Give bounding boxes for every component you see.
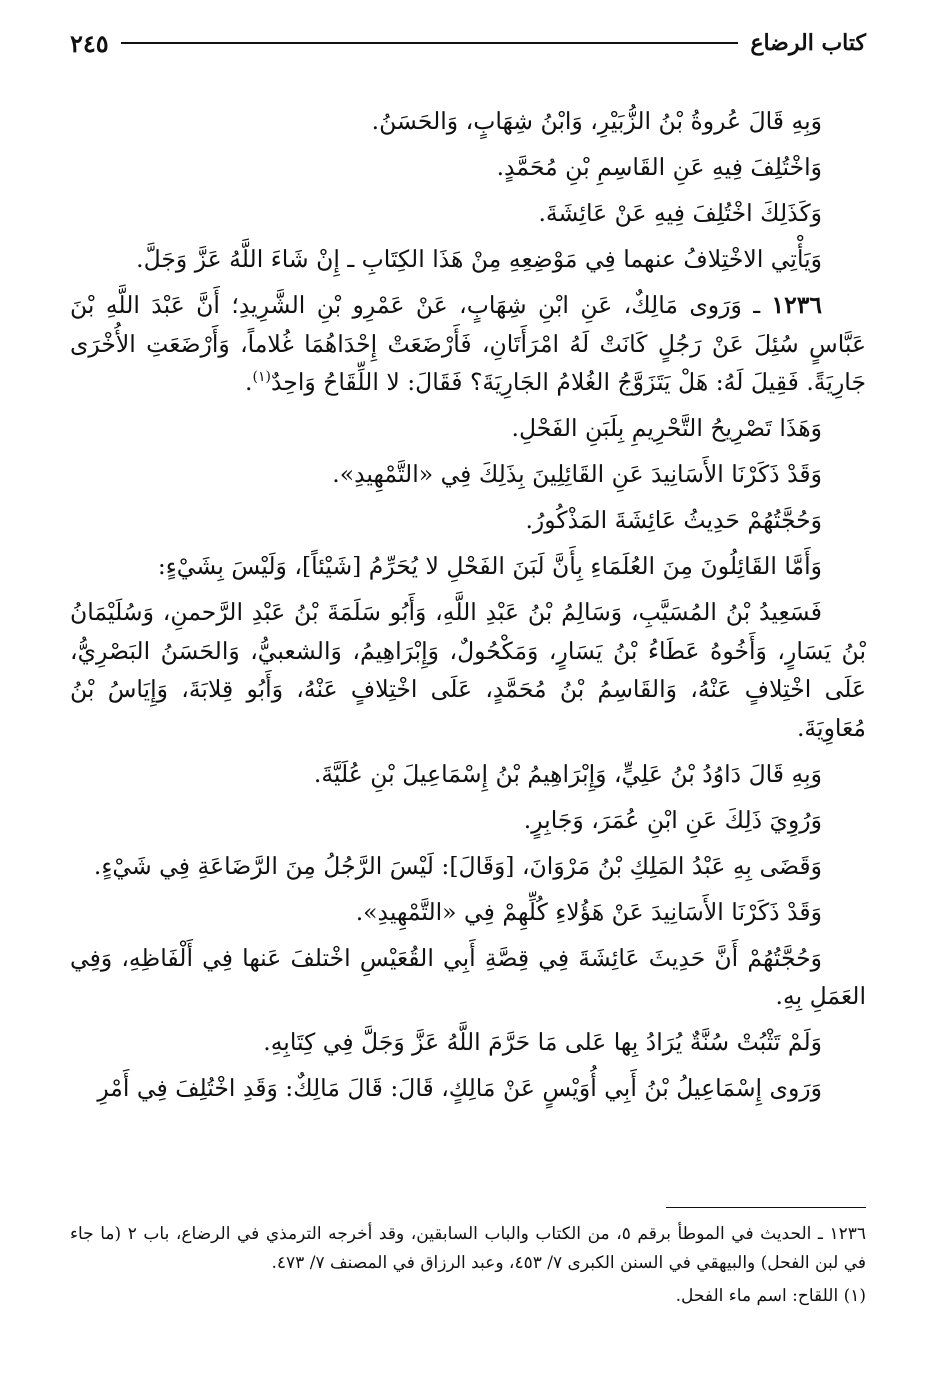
page-header xyxy=(70,20,866,66)
paragraph: وَرَوى إِسْمَاعِيلُ بْنُ أَبِي أُوَيْسٍ عَنْ مَالِكٍ، قَالَ: قَالَ مَالِكٌ: وَقَدِ اخْتُلِفَ فِي أَمْرِ xyxy=(97,1074,822,1102)
footnote-marker: (١) xyxy=(252,369,271,386)
paragraph: وَلَمْ تَثْبُتْ سُنَّةٌ يُرَادُ بِها عَلى مَا حَرَّمَ اللَّهُ عَزَّ وَجَلَّ فِي كِتَابِهِ. xyxy=(263,1028,822,1056)
paragraph: وَأَمَّا القَائِلُونَ مِنَ العُلَمَاءِ بِأَنَّ لَبَنَ الفَحْلِ لا يُحَرِّمُ [شَيْئاً]، وَلَيْسَ بِشَيْءٍ: xyxy=(157,552,822,580)
paragraph: فَسَعِيدُ بْنُ المُسَيَّبِ، وَسَالِمُ بْنُ عَبْدِ اللَّهِ، وَأَبُو سَلَمَةَ بْنُ عَبْدِ الرَّحمنِ، وَسُلَيْمَانُ بْنُ يَسَارٍ، وَأَخُوهُ عَطَاءُ بْنُ يَسَارٍ، وَمَكْحُولٌ، وَإِبْرَاهِيمُ، وَالشعبيُّ، وَالحَسَنُ البَصْرِيُّ، عَلَى اخْتِلافٍ عَنْهُ، وَالقَاسِمُ بْنُ مُحَمَّدٍ، عَلَى اخْتِلافٍ عَنْهُ، وَأَبُو قِلابَةَ، وَإِيَاسُ بْنُ مُعَاوِيَةَ. xyxy=(70,598,866,742)
paragraph: وَبِهِ قَالَ عُروةُ بْنُ الزُّبَيْرِ، وَابْنُ شِهَابٍ، وَالحَسَنُ. xyxy=(371,107,822,135)
footnote: ١٢٣٦ ـ الحديث في الموطأ برقم ٥، من الكتاب والباب السابقين، وقد أخرجه الترمذي في الرضاع، باب ٢ (ما جاء في لبن الفحل) والبيهقي في السنن الكبرى ٧/ ٤٥٣، وعبد الرزاق في المصنف ٧/ ٤٧٣. xyxy=(70,1224,866,1273)
paragraph: وَقَدْ ذَكَرْنَا الأَسَانِيدَ عَنِ القَائِلِينَ بِذَلِكَ فِي «التَّمْهِيدِ». xyxy=(332,460,822,488)
header-rule xyxy=(121,42,739,44)
paragraph: وَكَذَلِكَ اخْتُلِفَ فِيهِ عَنْ عَائِشَةَ. xyxy=(538,199,822,227)
main-text xyxy=(70,102,866,1108)
paragraph: وَهَذَا تَصْرِيحُ التَّحْرِيمِ بِلَبَنِ الفَحْلِ. xyxy=(511,414,822,442)
paragraph: وَرُوِيَ ذَلِكَ عَنِ ابْنِ عُمَرَ، وَجَابِرٍ. xyxy=(523,805,822,834)
hadith-text: ـ وَرَوى مَالِكٌ، عَنِ ابْنِ شِهَابٍ، عَنْ عَمْرِو بْنِ الشَّرِيدِ؛ أَنَّ عَبْدَ اللَّهِ بْنَ عَبَّاسٍ سُئِلَ عَنْ رَجُلٍ كَانَتْ لَهُ امْرَأَتَانِ، فَأَرْضَعَتْ إِحْدَاهُمَا غُلاماً، وَأَرْضَعَتِ الأُخْرَى جَارِيَةً. فَقِيلَ لَهُ: هَلْ يَتَزَوَّجُ الغُلامُ الجَارِيَةَ؟ فَقَالَ: لا اللِّقَاحُ وَاحِدٌ xyxy=(70,291,866,396)
paragraph: وَاخْتُلِفَ فِيهِ عَنِ القَاسِمِ بْنِ مُحَمَّدٍ. xyxy=(496,153,822,181)
hadith-paragraph: ١٢٣٦ ـ وَرَوى مَالِكٌ، عَنِ ابْنِ شِهَابٍ، عَنْ عَمْرِو بْنِ الشَّرِيدِ؛ أَنَّ عَبْدَ اللَّهِ بْنَ عَبَّاسٍ سُئِلَ عَنْ رَجُلٍ كَانَتْ لَهُ امْرَأَتَانِ، فَأَرْضَعَتْ إِحْدَاهُمَا غُلاماً، وَأَرْضَعَتِ الأُخْرَى جَارِيَةً. فَقِيلَ لَهُ: هَلْ يَتَزَوَّجُ الغُلامُ الجَارِيَةَ؟ فَقَالَ: لا اللِّقَاحُ وَاحِدٌ$^{(١)}$. xyxy=(70,291,866,396)
footnote: (١) اللقاح: اسم ماء الفحل. xyxy=(675,1286,866,1306)
paragraph: وَيَأْتِي الاخْتِلافُ عنهما فِي مَوْضِعِهِ مِنْ هَذَا الكِتَابِ ـ إِنْ شَاءَ اللَّهُ عَزَّ وَجَلَّ. xyxy=(136,245,822,273)
paragraph: وَقَدْ ذَكَرْنَا الأَسَانِيدَ عَنْ هَؤُلاءِ كُلِّهِمْ فِي «التَّمْهِيدِ». xyxy=(355,897,822,926)
paragraph: وَبِهِ قَالَ دَاوُدُ بْنُ عَلِيٍّ، وَإِبْرَاهِيمُ بْنُ إِسْمَاعِيلَ بْنِ عُلَيَّةَ. xyxy=(313,759,822,788)
chapter-title: كتاب الرضاع xyxy=(750,30,866,56)
book-page xyxy=(70,20,866,1373)
paragraph: وَحُجَّتُهُمْ حَدِيثُ عَائِشَةَ المَذْكُورُ. xyxy=(525,506,822,534)
hadith-number: ١٢٣٦ xyxy=(771,291,822,319)
footnote-separator xyxy=(666,1207,866,1208)
page-number: ٢٤٥ xyxy=(70,28,109,58)
paragraph: وَحُجَّتُهُمْ أَنَّ حَدِيثَ عَائِشَةَ فِي قِصَّةِ أَبِي القُعَيْسِ اخْتلفَ عَنها فِي أَلْفَاظِهِ، وَفِي العَمَلِ بِهِ. xyxy=(70,943,866,1010)
footnotes xyxy=(70,1220,866,1315)
paragraph: وَقَضَى بِهِ عَبْدُ المَلِكِ بْنُ مَرْوَانَ، [وَقَالَ]: لَيْسَ الرَّجُلُ مِنَ الرَّضَاعَةِ فِي شَيْءٍ. xyxy=(93,851,822,880)
